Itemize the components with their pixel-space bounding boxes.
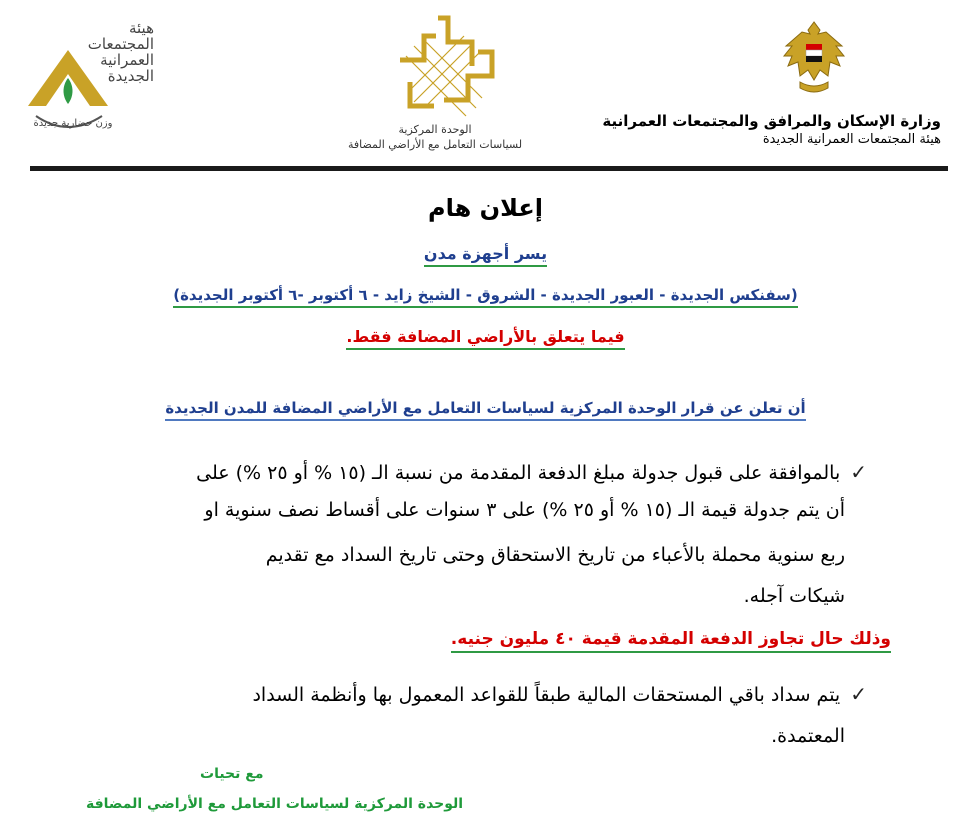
cities-wrap	[0, 285, 971, 308]
scope-wrap	[0, 327, 971, 350]
logo-caption-line2: لسياسات التعامل مع الأراضي المضافة	[347, 138, 523, 151]
ministry-name: وزارة الإسكان والمرافق والمجتمعات العمرانية	[602, 112, 941, 130]
item2-line2: المعتمدة.	[771, 725, 845, 747]
authority-name: هيئة المجتمعات العمرانية الجديدة	[762, 132, 941, 147]
nuca-logo-text: هيئة المجتمعات العمرانية الجديدة	[87, 19, 154, 85]
egypt-eagle-emblem	[778, 16, 850, 102]
item1-line1: ✓بالموافقة على قبول جدولة مبلغ الدفعة المقدمة من نسبة الـ (١٥ % أو ٢٥ %) على	[196, 460, 867, 484]
ministry-header	[602, 112, 941, 147]
list-item	[63, 676, 867, 714]
checkmark-icon: ✓	[850, 460, 867, 484]
addressee-wrap	[0, 244, 971, 267]
nuca-logo-slogan: وزن حضارية جديدة	[33, 118, 113, 129]
logo-caption-line1: الوحدة المركزية	[398, 123, 472, 136]
cities-line: (سفنكس الجديدة - العبور الجديدة - الشروق - الشيخ زايد - ٦ أكتوبر -٦ أكتوبر الجديدة)	[173, 286, 798, 308]
item1-line3: ربع سنوية محملة بالأعباء من تاريخ الاستحقاق وحتى تاريخ السداد مع تقديم	[265, 544, 845, 566]
signature-greeting: مع تحيات	[200, 766, 264, 782]
condition-wrap	[451, 629, 891, 653]
central-unit-logo-caption	[330, 122, 540, 152]
central-unit-logo	[380, 12, 498, 120]
scope-line: فيما يتعلق بالأراضي المضافة فقط.	[346, 327, 624, 350]
decision-wrap	[0, 398, 971, 421]
signature-unit: الوحدة المركزية لسياسات التعامل مع الأراضي المضافة	[86, 796, 464, 812]
item2-line1: ✓يتم سداد باقي المستحقات المالية طبقاً للقواعد المعمول بها وأنظمة السداد	[252, 682, 867, 706]
item1-line4: شيكات آجله.	[743, 585, 845, 607]
checkmark-icon: ✓	[850, 682, 867, 706]
addressee-line: يسر أجهزة مدن	[424, 244, 547, 267]
item1-line2: أن يتم جدولة قيمة الـ (١٥ % أو ٢٥ %) على ٣ سنوات على أقساط نصف سنوية او	[204, 499, 845, 521]
header-divider	[30, 166, 948, 171]
list-item	[63, 454, 867, 492]
condition-line: وذلك حال تجاوز الدفعة المقدمة قيمة ٤٠ مليون جنيه.	[451, 629, 891, 653]
announcement-title: إعلان هام	[428, 194, 543, 222]
decision-line: أن تعلن عن قرار الوحدة المركزية لسياسات التعامل مع الأراضي المضافة للمدن الجديدة	[165, 399, 805, 421]
